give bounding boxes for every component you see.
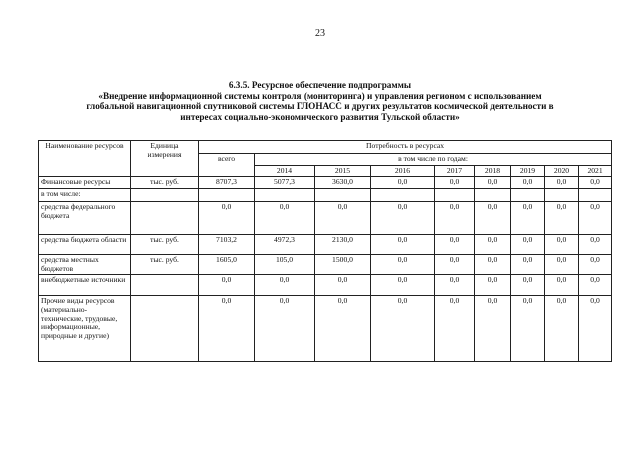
row-value: 105,0 [255, 255, 315, 275]
row-value: 5077,3 [255, 177, 315, 189]
row-value: 0,0 [545, 177, 579, 189]
header-unit: Единица измерения [131, 141, 199, 177]
section-heading [40, 80, 600, 122]
row-unit [131, 202, 199, 235]
row-value: 0,0 [475, 177, 511, 189]
row-value: 0,0 [545, 255, 579, 275]
row-value: 0,0 [371, 255, 435, 275]
page-number: 23 [315, 28, 325, 39]
row-value: 0,0 [435, 275, 475, 296]
row-value [579, 189, 612, 202]
row-value: 0,0 [545, 235, 579, 255]
row-value: 0,0 [435, 296, 475, 362]
row-unit [131, 189, 199, 202]
header-year: 2017 [435, 165, 475, 177]
row-value: 0,0 [371, 296, 435, 362]
header-year: 2021 [579, 165, 612, 177]
row-total: 8707,3 [199, 177, 255, 189]
header-resource-need: Потребность в ресурсах [199, 141, 612, 154]
row-unit: тыс. руб. [131, 177, 199, 189]
row-name: в том числе: [39, 189, 131, 202]
row-total: 1605,0 [199, 255, 255, 275]
row-name: внебюджетные источники [39, 275, 131, 296]
row-total: 7103,2 [199, 235, 255, 255]
row-value: 0,0 [511, 255, 545, 275]
row-value: 0,0 [475, 255, 511, 275]
row-value [545, 189, 579, 202]
row-value: 0,0 [315, 202, 371, 235]
resource-table [38, 140, 612, 362]
row-value: 0,0 [475, 296, 511, 362]
row-value: 0,0 [545, 296, 579, 362]
row-value [435, 189, 475, 202]
row-value: 1500,0 [315, 255, 371, 275]
row-value: 0,0 [511, 296, 545, 362]
row-unit: тыс. руб. [131, 255, 199, 275]
header-year: 2018 [475, 165, 511, 177]
row-value: 2130,0 [315, 235, 371, 255]
row-value: 0,0 [475, 202, 511, 235]
header-resource-name: Наименование ресурсов [39, 141, 131, 177]
row-value: 0,0 [435, 235, 475, 255]
row-value: 0,0 [475, 275, 511, 296]
row-value: 0,0 [315, 296, 371, 362]
row-value [475, 189, 511, 202]
row-value: 0,0 [511, 202, 545, 235]
row-value: 4972,3 [255, 235, 315, 255]
row-value: 0,0 [255, 296, 315, 362]
table-row [39, 275, 612, 296]
row-value: 0,0 [579, 235, 612, 255]
row-unit: тыс. руб. [131, 235, 199, 255]
row-value: 0,0 [435, 177, 475, 189]
heading-line-2: «Внедрение информационной системы контроля (мониторинга) и управления регионом с использованием [98, 90, 542, 101]
row-value [255, 189, 315, 202]
heading-line-1: 6.3.5. Ресурсное обеспечение подпрограммы [228, 80, 412, 90]
header-total: всего [199, 154, 255, 177]
header-year: 2020 [545, 165, 579, 177]
table-row [39, 235, 612, 255]
table-row [39, 296, 612, 362]
header-by-years: в том числе по годам: [255, 154, 612, 166]
row-value: 0,0 [371, 275, 435, 296]
row-total: 0,0 [199, 296, 255, 362]
row-value: 0,0 [511, 177, 545, 189]
row-total [199, 189, 255, 202]
row-name: Прочие виды ресурсов (материально-технические, трудовые, информационные, природные и другие) [39, 296, 131, 362]
header-year: 2015 [315, 165, 371, 177]
row-value: 0,0 [579, 255, 612, 275]
row-name: средства бюджета области [39, 235, 131, 255]
row-value: 0,0 [475, 235, 511, 255]
row-value: 0,0 [511, 235, 545, 255]
row-unit [131, 275, 199, 296]
row-value: 0,0 [579, 177, 612, 189]
table-row [39, 177, 612, 189]
row-value [371, 189, 435, 202]
row-value: 3630,0 [315, 177, 371, 189]
row-unit [131, 296, 199, 362]
table-row [39, 255, 612, 275]
row-value [315, 189, 371, 202]
row-value: 0,0 [435, 255, 475, 275]
header-year: 2019 [511, 165, 545, 177]
heading-line-4: интересах социально-экономического развития Тульской области» [180, 111, 460, 122]
row-name: Финансовые ресурсы [39, 177, 131, 189]
row-value: 0,0 [579, 296, 612, 362]
row-value: 0,0 [511, 275, 545, 296]
row-value: 0,0 [371, 202, 435, 235]
row-value: 0,0 [315, 275, 371, 296]
header-year: 2014 [255, 165, 315, 177]
row-name: средства федерального бюджета [39, 202, 131, 235]
row-total: 0,0 [199, 275, 255, 296]
row-value: 0,0 [579, 202, 612, 235]
row-value: 0,0 [545, 275, 579, 296]
row-value: 0,0 [579, 275, 612, 296]
row-value: 0,0 [545, 202, 579, 235]
header-year: 2016 [371, 165, 435, 177]
row-value: 0,0 [255, 275, 315, 296]
heading-line-3: глобальной навигационной спутниковой системы ГЛОНАСС и других результатов космической деятельности в [86, 101, 554, 112]
row-value: 0,0 [435, 202, 475, 235]
table-row [39, 189, 612, 202]
row-value [511, 189, 545, 202]
row-name: средства местных бюджетов [39, 255, 131, 275]
row-total: 0,0 [199, 202, 255, 235]
row-value: 0,0 [371, 177, 435, 189]
row-value: 0,0 [255, 202, 315, 235]
table-row [39, 202, 612, 235]
row-value: 0,0 [371, 235, 435, 255]
